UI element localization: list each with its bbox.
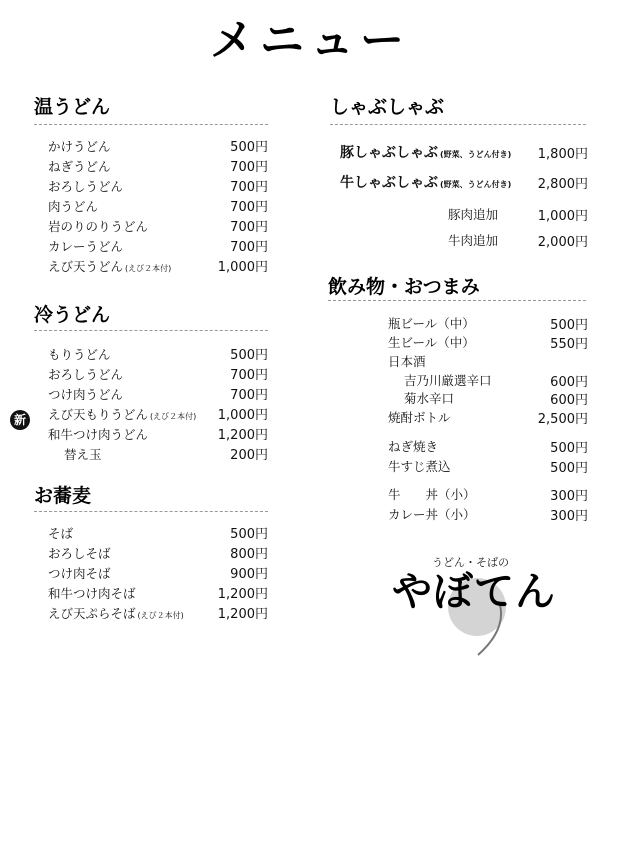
menu-item-price: 700円 — [230, 180, 268, 195]
menu-item-name: かけうどん — [48, 139, 111, 154]
menu-item-price: 500円 — [230, 527, 268, 542]
menu-item-name: 牛肉追加 — [448, 233, 499, 248]
divider — [330, 124, 586, 125]
menu-item-price: 1,200円 — [217, 587, 268, 602]
menu-item-note: (えび２本付) — [150, 412, 197, 421]
menu-item-name: 豚肉追加 — [448, 207, 499, 222]
menu-item-price: 1,000円 — [217, 260, 268, 275]
menu-item-price: 500円 — [550, 318, 588, 333]
menu-item-name: 替え玉 — [64, 447, 102, 462]
menu-item-name: 瓶ビール（中） — [388, 316, 475, 331]
menu-item-price: 300円 — [550, 509, 588, 524]
menu-item-price: 1,800円 — [537, 147, 588, 162]
menu-item-label: 牛しゃぶしゃぶ — [340, 175, 438, 191]
divider — [34, 124, 268, 125]
menu-item-price: 700円 — [230, 368, 268, 383]
logo-title: やぼてん — [392, 568, 556, 615]
menu-item-name: つけ肉そば — [48, 566, 111, 581]
menu-item-price: 200円 — [230, 448, 268, 463]
menu-item-price: 800円 — [230, 547, 268, 562]
menu-item-price: 600円 — [550, 375, 588, 390]
menu-item-name: おろしうどん — [48, 367, 124, 382]
menu-item-name — [48, 405, 196, 423]
menu-item-note: (野菜、うどん付き) — [440, 180, 512, 189]
menu-item-price: 500円 — [230, 348, 268, 363]
menu-item-price: 700円 — [230, 240, 268, 255]
menu-item-price: 2,500円 — [537, 412, 588, 427]
menu-item-price: 1,000円 — [537, 209, 588, 224]
menu-item-name — [48, 604, 184, 622]
menu-item-name: 菊水辛口 — [404, 391, 455, 406]
new-badge-icon: 新 — [10, 410, 30, 430]
menu-item-name: 肉うどん — [48, 199, 99, 214]
menu-item-name: 吉乃川厳選辛口 — [404, 373, 492, 388]
section-title-hot-udon: 温うどん — [34, 96, 111, 118]
menu-item-name — [340, 172, 511, 192]
section-title-drinks: 飲み物・おつまみ — [328, 276, 480, 298]
menu-item-name: ねぎうどん — [48, 159, 111, 174]
menu-item-name: カレーうどん — [48, 239, 124, 254]
menu-item-name: 和牛つけ肉そば — [48, 586, 136, 601]
menu-item-note: (野菜、うどん付き) — [440, 150, 512, 159]
menu-item-name — [48, 257, 171, 275]
menu-item-price: 2,000円 — [537, 235, 588, 250]
page-title: メニュー — [210, 15, 410, 66]
menu-item-price: 500円 — [550, 461, 588, 476]
menu-item-name: もりうどん — [48, 347, 111, 362]
menu-item-label: 豚しゃぶしゃぶ — [340, 145, 438, 161]
menu-item-note: (えび２本付) — [125, 264, 172, 273]
divider — [328, 300, 586, 301]
divider — [34, 511, 268, 512]
menu-item-price: 900円 — [230, 567, 268, 582]
menu-item-name: おろしそば — [48, 546, 111, 561]
menu-item-name: 牛 丼（小） — [388, 487, 476, 502]
menu-item-price: 700円 — [230, 160, 268, 175]
menu-item-name: おろしうどん — [48, 179, 124, 194]
menu-item-price: 700円 — [230, 388, 268, 403]
menu-item-name: つけ肉うどん — [48, 387, 124, 402]
menu-item-price: 550円 — [550, 337, 588, 352]
menu-item-price: 1,000円 — [217, 408, 268, 423]
menu-item-price: 1,200円 — [217, 428, 268, 443]
menu-item-price: 1,200円 — [217, 607, 268, 622]
menu-item-price: 700円 — [230, 200, 268, 215]
menu-item-note: (えび２本付) — [137, 611, 184, 620]
menu-item-name: 和牛つけ肉うどん — [48, 427, 149, 442]
menu-item-price: 2,800円 — [537, 177, 588, 192]
menu-item-name: カレー丼（小） — [388, 507, 476, 522]
menu-item-price: 300円 — [550, 489, 588, 504]
menu-item-name: ねぎ焼き — [388, 439, 439, 454]
menu-item-price: 700円 — [230, 220, 268, 235]
menu-item-name: 牛すじ煮込 — [388, 459, 451, 474]
menu-item-label: えび天もりうどん — [48, 407, 149, 422]
menu-item-label: えび天ぷらそば — [48, 606, 136, 621]
menu-item-name: 焼酎ボトル — [388, 410, 451, 425]
divider — [34, 330, 268, 331]
section-title-soba: お蕎麦 — [34, 485, 92, 507]
menu-item-name: 岩のりのりうどん — [48, 219, 149, 234]
menu-item-name: そば — [48, 526, 74, 541]
menu-item-name: 生ビール（中） — [388, 335, 475, 350]
section-title-cold-udon: 冷うどん — [34, 304, 111, 326]
logo-subtitle: うどん・そばの — [432, 556, 509, 569]
menu-item-name: 日本酒 — [388, 354, 426, 369]
menu-item-name — [340, 142, 511, 162]
section-title-shabu: しゃぶしゃぶ — [330, 96, 445, 118]
menu-item-price: 500円 — [230, 140, 268, 155]
menu-item-price: 500円 — [550, 441, 588, 456]
menu-item-price: 600円 — [550, 393, 588, 408]
menu-item-label: えび天うどん — [48, 259, 124, 274]
